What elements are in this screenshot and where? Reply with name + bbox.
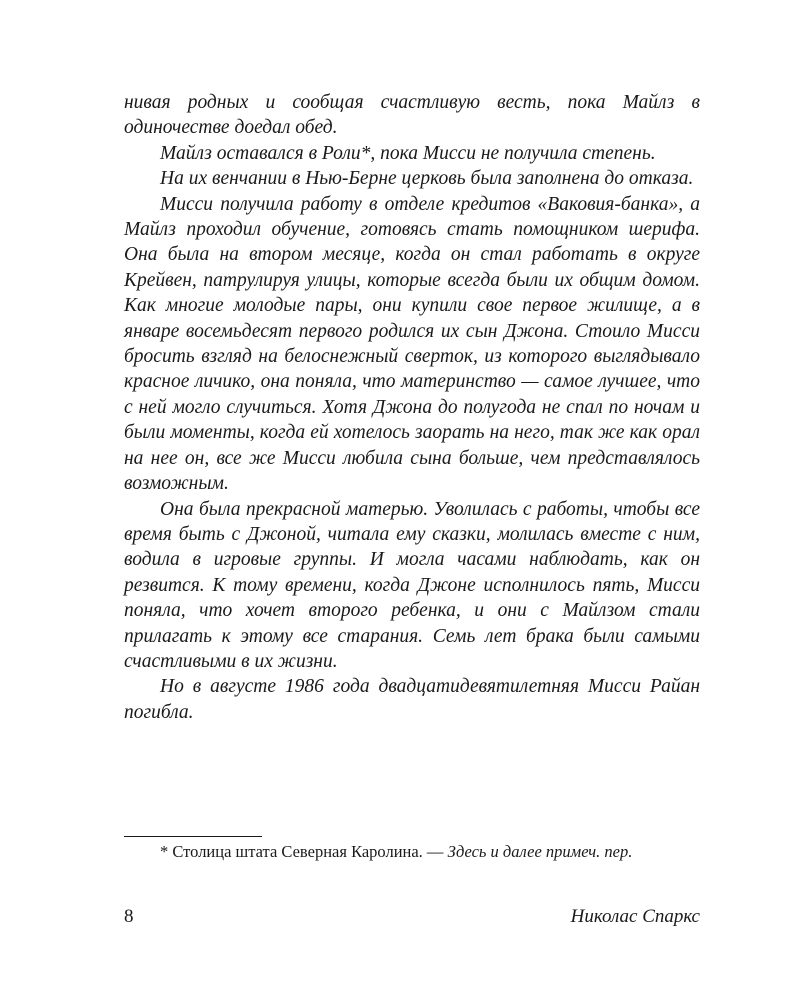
footnote-divider	[124, 836, 262, 837]
paragraph-continued: нивая родных и сообщая счастливую весть, пока Майлз в одиночестве доедал обед.	[124, 92, 700, 139]
page-number: 8	[124, 906, 134, 927]
paragraph: Она была прекрасной матерью. Уволилась с работы, чтобы все время быть с Джоной, читала ему сказки, молилась вместе с ним, водила в игровые группы. И могла часами наблюдать, как он резвится. К тому времени, когда Джоне исполнилось пять, Мисси поняла, что хочет второго ребенка, и они с Майлзом стали прилагать к этому все старания. Семь лет брака были самыми счастливыми в их жизни.	[124, 498, 700, 672]
footnote-text: Столица штата Северная Каролина. —	[172, 842, 444, 861]
paragraph: Мисси получила работу в отделе кредитов «Ваковия-банка», а Майлз проходил обучение, готовясь стать помощником шерифа. Она была на втором месяце, когда он стал работать в округе Крейвен, патрулируя улицы, которые всегда были их общим домом. Как многие молодые пары, они купили свое первое жилище, а в январе восемьдесят первого родился их сын Джона. Стоило Мисси бросить взгляд на белоснежный сверток, из которого выглядывало красное личико, она поняла, что материнство — самое лучшее, что с ней могло случиться. Хотя Джона до полугода не спал по ночам и были моменты, когда ей хотелось заорать на него, так же как орал на нее он, все же Мисси любила сына больше, чем представлялось возможным.	[124, 193, 700, 495]
running-footer-author: Николас Спаркс	[570, 906, 700, 927]
paragraph: Майлз оставался в Роли*, пока Мисси не получила степень.	[160, 142, 656, 164]
footnote-mark: *	[160, 842, 169, 861]
footnote-note: Здесь и далее примеч. пер.	[447, 842, 633, 861]
paragraph: Но в августе 1986 года двадцатидевятилетняя Мисси Райан погибла.	[124, 676, 700, 723]
footnote	[124, 841, 700, 863]
paragraph: На их венчании в Нью-Берне церковь была заполнена до отказа.	[160, 168, 694, 190]
book-page-text	[124, 90, 700, 725]
